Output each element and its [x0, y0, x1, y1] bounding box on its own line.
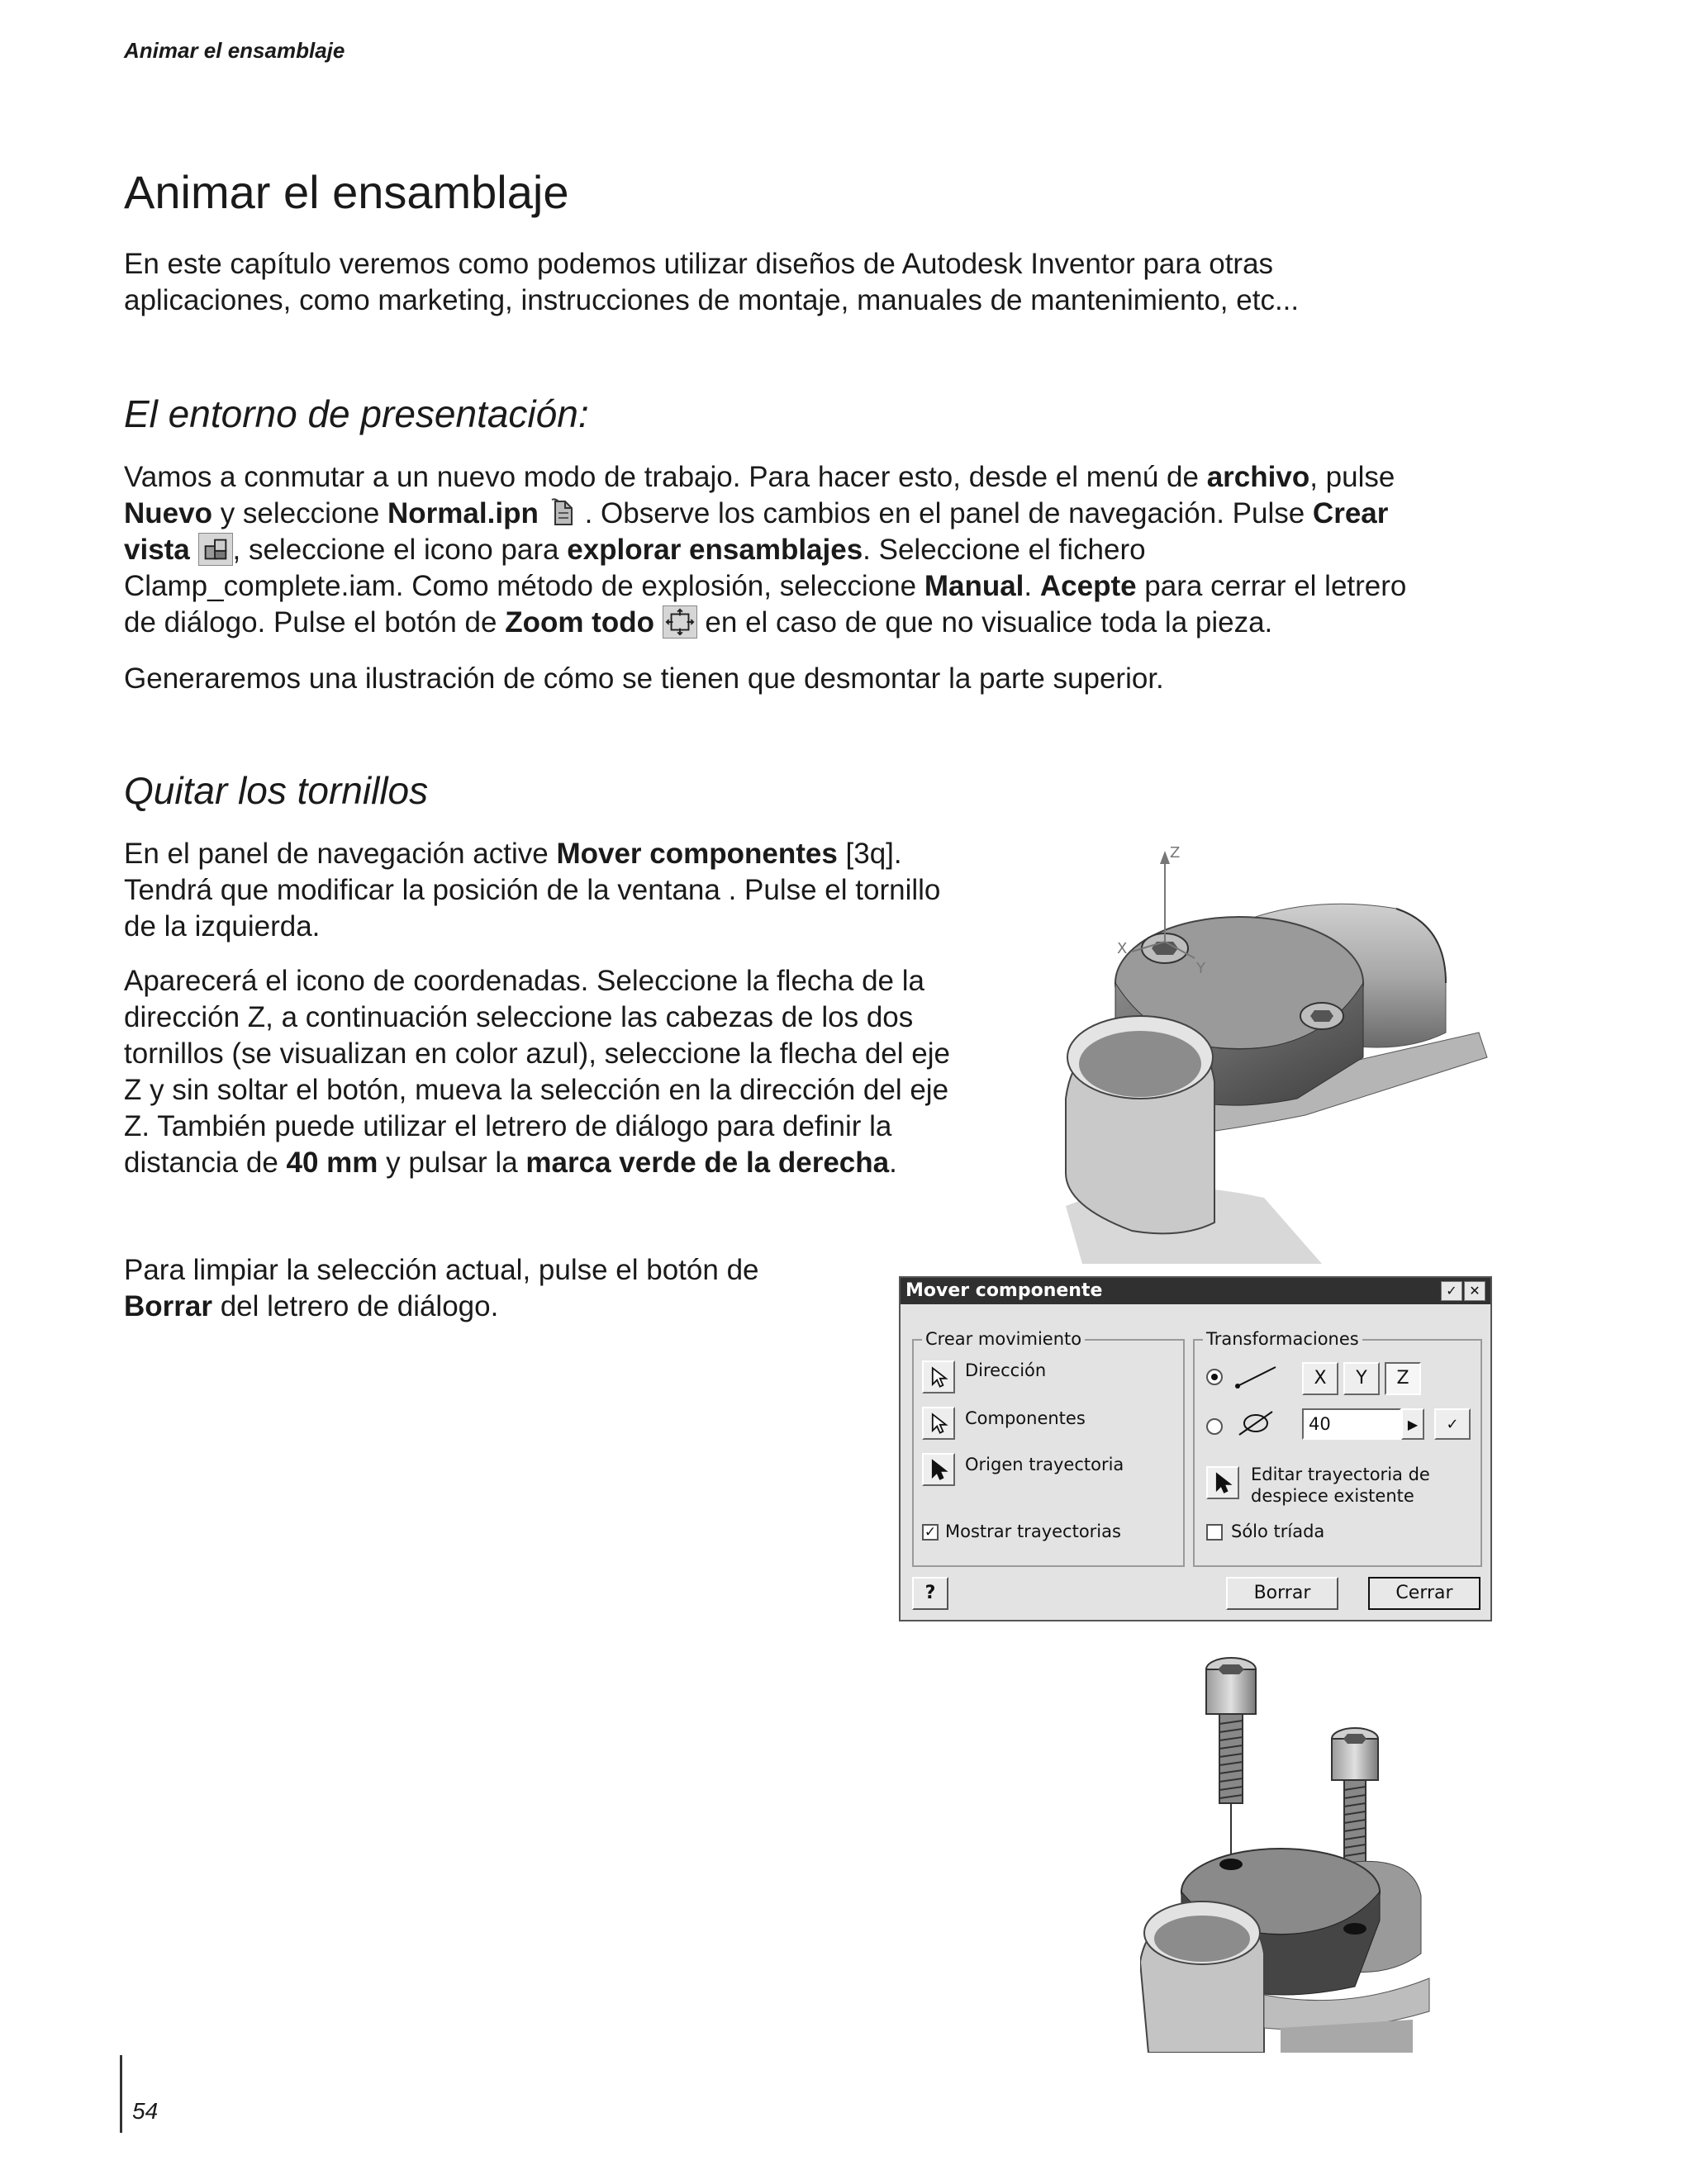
text-run: . Seleccione el fichero: [863, 534, 1146, 566]
text-run: del letrero de diálogo.: [212, 1290, 499, 1322]
bold-explorar-ensamblajes: explorar ensamblajes: [567, 534, 863, 566]
rotate-radio[interactable]: [1206, 1418, 1223, 1435]
tornillos-paragraph-1: [124, 836, 1033, 945]
translate-arrow-icon: [1231, 1362, 1281, 1392]
bold-vista: vista: [124, 534, 190, 566]
text-run: [3q].: [837, 838, 902, 870]
text-run: En el panel de navegación active: [124, 838, 557, 870]
text-line: Tendrá que modificar la posición de la ventana . Pulse el tornillo: [124, 874, 941, 906]
mostrar-trayectorias-label: Mostrar trayectorias: [945, 1522, 1121, 1541]
borrar-button[interactable]: Borrar: [1226, 1577, 1338, 1610]
section-heading-presentacion: El entorno de presentación:: [124, 392, 589, 435]
text-line: Aparecerá el icono de coordenadas. Seleccione la flecha de la: [124, 965, 924, 997]
crear-movimiento-group: [912, 1329, 1185, 1567]
text-line: Para limpiar la selección actual, pulse el botón de: [124, 1254, 759, 1286]
distance-input[interactable]: 40: [1302, 1408, 1401, 1440]
despiece-existente-label: despiece existente: [1251, 1486, 1414, 1506]
text-line: de la izquierda.: [124, 910, 321, 942]
axis-z-button[interactable]: Z: [1385, 1362, 1421, 1395]
triad-y-label: Y: [1196, 960, 1205, 977]
generaremos-paragraph: Generaremos una ilustración de cómo se tienen que desmontar la parte superior.: [124, 662, 1164, 695]
transformaciones-label: Transformaciones: [1203, 1329, 1362, 1349]
direccion-label: Dirección: [965, 1360, 1047, 1380]
presentacion-paragraph: [124, 459, 1570, 641]
dialog-title: Mover componente: [905, 1280, 1103, 1301]
bold-40mm: 40 mm: [286, 1147, 378, 1179]
translate-radio[interactable]: [1206, 1369, 1223, 1385]
bold-acepte: Acepte: [1039, 570, 1137, 602]
bold-mover-componentes: Mover componentes: [556, 838, 838, 870]
text-run: Clamp_complete.iam. Como método de explosión, seleccione: [124, 570, 924, 602]
intro-line: En este capítulo veremos como podemos utilizar diseños de Autodesk Inventor para otras: [124, 248, 1274, 280]
pin-icon[interactable]: ✓: [1441, 1281, 1462, 1301]
text-run: de diálogo. Pulse el botón de: [124, 606, 506, 639]
solo-triada-label: Sólo tríada: [1231, 1522, 1325, 1541]
dialog-titlebar: [901, 1278, 1490, 1304]
axis-y-button[interactable]: Y: [1343, 1362, 1380, 1395]
text-run: .: [889, 1147, 897, 1179]
bold-normal-ipn: Normal.ipn: [387, 497, 539, 529]
text-run: , pulse: [1309, 461, 1395, 493]
tornillos-paragraph-3: [124, 1252, 867, 1325]
editar-trayectoria-label: Editar trayectoria de: [1251, 1465, 1430, 1484]
close-icon[interactable]: ✕: [1464, 1281, 1485, 1301]
text-run: en el caso de que no visualice toda la pieza.: [696, 606, 1273, 639]
presentation-file-icon: [547, 496, 585, 529]
page-number: 54: [132, 2098, 159, 2124]
direccion-select-button[interactable]: [922, 1360, 955, 1393]
intro-paragraph: [124, 246, 1528, 319]
rotate-arrow-icon: [1231, 1407, 1281, 1440]
text-run: Vamos a conmutar a un nuevo modo de trabajo. Para hacer esto, desde el menú de: [124, 461, 1207, 493]
text-run: , seleccione el icono para: [232, 534, 568, 566]
triad-z-label: Z: [1170, 844, 1181, 862]
value-dropdown-arrow[interactable]: ▶: [1401, 1408, 1424, 1440]
origen-trayectoria-label: Origen trayectoria: [965, 1455, 1124, 1474]
text-line: dirección Z, a continuación seleccione las cabezas de los dos: [124, 1001, 914, 1033]
origen-trayectoria-select-button[interactable]: [922, 1453, 955, 1486]
bold-crear: Crear: [1312, 497, 1389, 529]
bold-archivo: archivo: [1206, 461, 1310, 493]
text-run: para cerrar el letrero: [1136, 570, 1407, 602]
help-button[interactable]: ?: [912, 1577, 948, 1610]
mover-componente-dialog: [899, 1276, 1492, 1621]
editar-trayectoria-button[interactable]: [1206, 1466, 1239, 1499]
mostrar-trayectorias-checkbox[interactable]: ✓: [922, 1524, 939, 1541]
bold-zoom-todo: Zoom todo: [505, 606, 654, 639]
zoom-all-icon: [663, 605, 697, 639]
apply-checkmark-button[interactable]: ✓: [1434, 1408, 1471, 1440]
bold-marca-verde: marca verde de la derecha: [525, 1147, 890, 1179]
exploded-bolts-figure: [1140, 1648, 1454, 2053]
transformaciones-group: [1193, 1329, 1482, 1567]
bold-nuevo: Nuevo: [124, 497, 212, 529]
bold-manual: Manual: [924, 570, 1024, 602]
text-run: . Observe los cambios en el panel de navegación. Pulse: [584, 497, 1313, 529]
running-header: Animar el ensamblaje: [124, 38, 345, 63]
text-line: Z. También puede utilizar el letrero de diálogo para definir la: [124, 1110, 892, 1142]
page-margin-rule: [120, 2055, 122, 2133]
section-heading-tornillos: Quitar los tornillos: [124, 769, 429, 812]
cerrar-button[interactable]: Cerrar: [1368, 1577, 1480, 1610]
solo-triada-checkbox[interactable]: [1206, 1524, 1223, 1541]
text-run: y seleccione: [212, 497, 388, 529]
componentes-select-button[interactable]: [922, 1407, 955, 1440]
triad-x-label: X: [1117, 940, 1128, 957]
intro-line: aplicaciones, como marketing, instrucciones de montaje, manuales de mantenimiento, etc...: [124, 284, 1300, 316]
axis-x-button[interactable]: X: [1302, 1362, 1338, 1395]
crear-movimiento-label: Crear movimiento: [922, 1329, 1085, 1349]
page-title: Animar el ensamblaje: [124, 166, 569, 218]
text-run: y pulsar la: [378, 1147, 526, 1179]
componentes-label: Componentes: [965, 1408, 1086, 1428]
tornillos-paragraph-2: [124, 963, 1041, 1181]
clamp-assembly-figure: [1049, 843, 1495, 1264]
create-view-icon: [198, 533, 233, 566]
text-run: .: [1024, 570, 1040, 602]
text-line: tornillos (se visualizan en color azul), seleccione la flecha del eje: [124, 1037, 950, 1070]
text-run: distancia de: [124, 1147, 287, 1179]
bold-borrar: Borrar: [124, 1290, 212, 1322]
text-line: Z y sin soltar el botón, mueva la selección en la dirección del eje: [124, 1074, 949, 1106]
